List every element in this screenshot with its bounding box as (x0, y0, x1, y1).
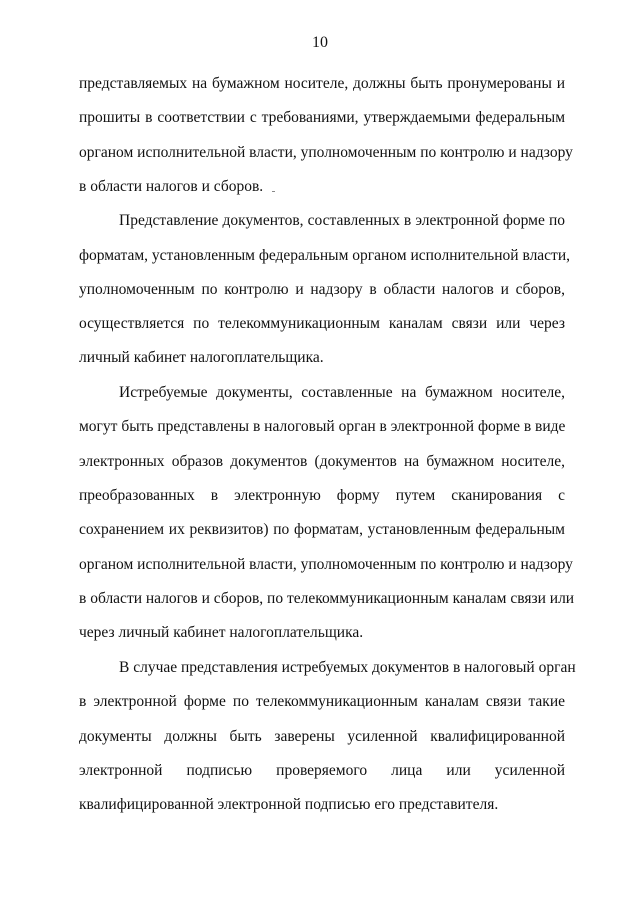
text-line: прошиты в соответствии с требованиями, утверждаемыми федеральным (79, 109, 565, 126)
text-line: могут быть представлены в налоговый орган в электронной форме в виде (79, 418, 566, 435)
text-line: Истребуемые документы, составленные на бумажном носителе, (119, 384, 565, 401)
text-line: через личный кабинет налогоплательщика. (79, 624, 364, 641)
text-line: форматам, установленным федеральным органом исполнительной власти, (79, 247, 571, 264)
text-line: квалифицированной электронной подписью его представителя. (79, 796, 499, 813)
text-line: уполномоченным по контролю и надзору в области налогов и сборов, (79, 281, 565, 298)
text-line: органом исполнительной власти, уполномоченным по контролю и надзору (79, 144, 573, 161)
text-line: преобразованных в электронную форму путем сканирования с (79, 487, 565, 504)
text-line: сохранением их реквизитов) по форматам, установленным федеральным (79, 521, 565, 538)
text-line: в электронной форме по телекоммуникационным каналам связи такие (79, 693, 565, 710)
text-line: в области налогов и сборов, по телекоммуникационным каналам связи или (79, 590, 575, 607)
text-line: представляемых на бумажном носителе, должны быть пронумерованы и (79, 75, 565, 92)
text-line: Представление документов, составленных в электронной форме по (119, 212, 565, 229)
text-line: электронных образов документов (документов на бумажном носителе, (79, 453, 565, 470)
text-line: органом исполнительной власти, уполномоченным по контролю и надзору (79, 556, 573, 573)
scan-speck (272, 191, 275, 192)
text-line: документы должны быть заверены усиленной квалифицированной (79, 728, 565, 745)
text-line: электронной подписью проверяемого лица или усиленной (79, 762, 565, 779)
text-line: личный кабинет налогоплательщика. (79, 349, 324, 366)
text-line: в области налогов и сборов. (79, 178, 264, 195)
text-line: В случае представления истребуемых документов в налоговый орган (119, 659, 576, 676)
text-line: осуществляется по телекоммуникационным каналам связи или через (79, 315, 565, 332)
page-number: 10 (312, 34, 328, 51)
